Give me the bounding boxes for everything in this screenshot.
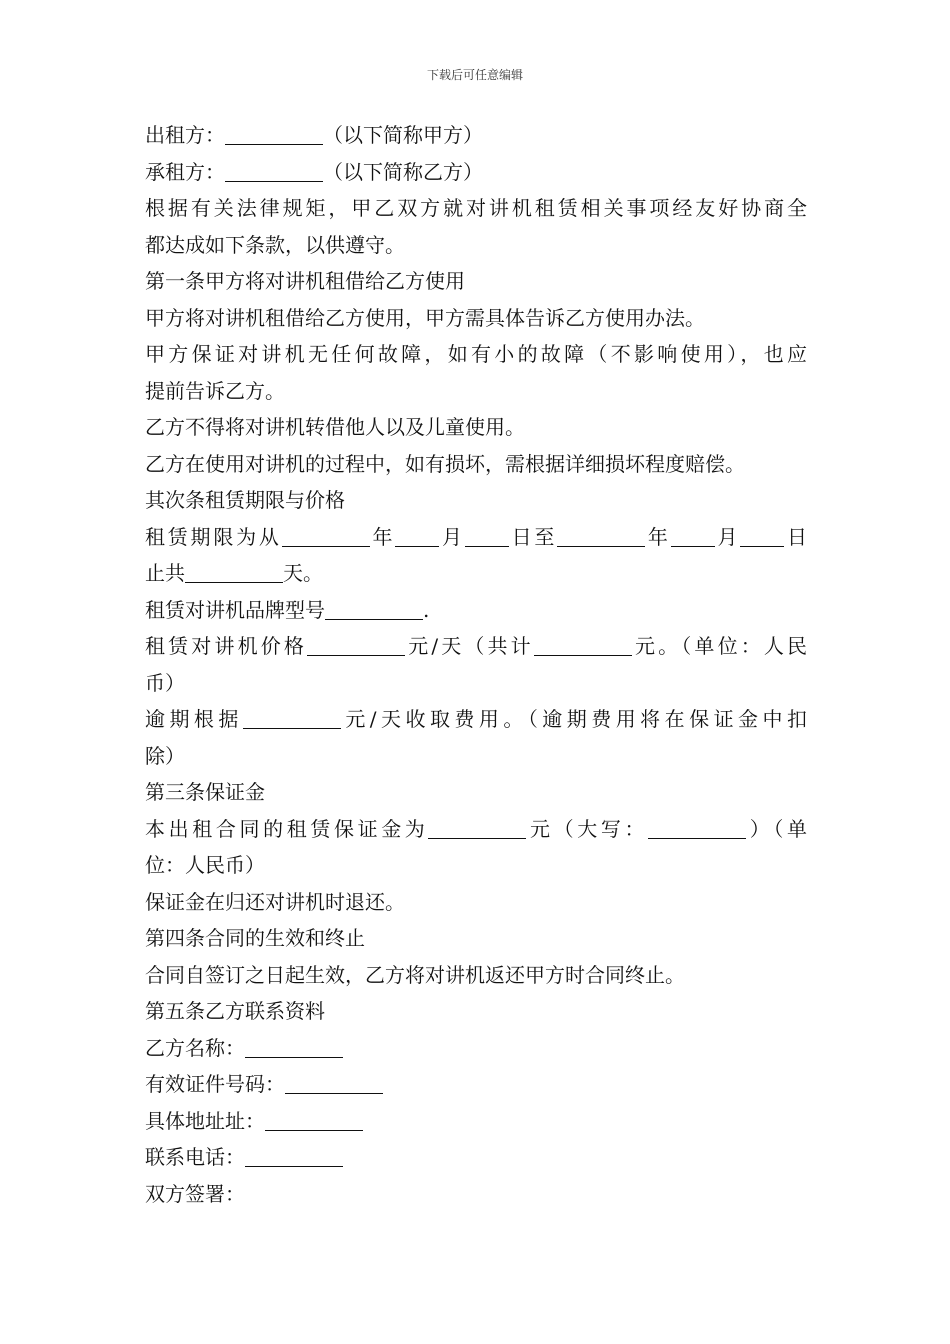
lessee-name-line bbox=[145, 1030, 807, 1067]
end-month-blank[interactable] bbox=[671, 522, 715, 547]
article-2-title: 其次条租赁期限与价格 bbox=[145, 488, 345, 512]
days-label: 天。 bbox=[283, 561, 323, 585]
model-line bbox=[145, 592, 807, 629]
overdue-line bbox=[145, 701, 807, 738]
lessee-line bbox=[145, 154, 807, 191]
article-1-para-2b: 提前告诉乙方。 bbox=[145, 378, 285, 403]
year-label: 年 bbox=[369, 524, 396, 549]
article-4-para-1: 合同自签订之日起生效，乙方将对讲机返还甲方时合同终止。 bbox=[145, 962, 685, 987]
lessee-label: 承租方： bbox=[145, 159, 225, 184]
price-line bbox=[145, 628, 807, 665]
start-month-blank[interactable] bbox=[395, 522, 439, 547]
overdue-label: 逾期根据 bbox=[145, 707, 243, 731]
address-line bbox=[145, 1103, 807, 1140]
article-3-title: 第三条保证金 bbox=[145, 780, 265, 804]
deposit-label: 本出租合同的租赁保证金为 bbox=[145, 816, 429, 841]
overdue-cont-line: 除） bbox=[145, 743, 185, 768]
start-year-blank[interactable] bbox=[282, 522, 370, 547]
deposit-mid: 元（大写： bbox=[526, 816, 649, 841]
month-label: 月 bbox=[714, 524, 741, 549]
article-1-title: 第一条甲方将对讲机租借给乙方使用 bbox=[145, 269, 465, 293]
article-1-para-4: 乙方在使用对讲机的过程中，如有损坏，需根据详细损坏程度赔偿。 bbox=[145, 451, 745, 476]
price-mid: 元/天（共计 bbox=[405, 634, 534, 658]
month-label: 月 bbox=[439, 524, 465, 549]
period-from-label: 租赁期限为从 bbox=[145, 524, 282, 549]
total-price-blank[interactable] bbox=[534, 631, 632, 656]
lease-total-line bbox=[145, 555, 807, 592]
lease-period-line bbox=[145, 519, 807, 556]
contract-body bbox=[145, 117, 807, 1212]
article-4-title: 第四条合同的生效和终止 bbox=[145, 926, 365, 950]
id-number-blank[interactable] bbox=[285, 1069, 383, 1094]
daily-price-blank[interactable] bbox=[307, 631, 405, 656]
price-cont-line: 币） bbox=[145, 670, 185, 695]
phone-blank[interactable] bbox=[245, 1142, 343, 1167]
phone-label: 联系电话： bbox=[145, 1145, 245, 1169]
end-year-blank[interactable] bbox=[557, 522, 645, 547]
article-1-para-1: 甲方将对讲机租借给乙方使用，甲方需具体告诉乙方使用办法。 bbox=[145, 305, 705, 330]
lessor-blank[interactable] bbox=[225, 120, 323, 145]
lessee-blank[interactable] bbox=[225, 157, 323, 182]
total-days-blank[interactable] bbox=[185, 558, 283, 583]
id-number-line bbox=[145, 1066, 807, 1103]
address-blank[interactable] bbox=[265, 1106, 363, 1131]
deposit-return-line: 保证金在归还对讲机时退还。 bbox=[145, 889, 405, 914]
total-label: 止共 bbox=[145, 561, 185, 585]
lessee-name-label: 乙方名称： bbox=[145, 1035, 245, 1060]
overdue-fee-blank[interactable] bbox=[243, 704, 341, 729]
deposit-end: ）（单 bbox=[746, 816, 807, 841]
overdue-mid: 元/天收取费用。（逾期费用将在保证金中扣 bbox=[340, 707, 807, 731]
start-day-blank[interactable] bbox=[465, 522, 509, 547]
page-header-note: 下载后可任意编辑 bbox=[426, 68, 523, 82]
intro-line-2: 都达成如下条款，以供遵守。 bbox=[145, 232, 405, 257]
phone-line bbox=[145, 1139, 807, 1176]
address-label: 具体地址址： bbox=[145, 1108, 265, 1133]
intro-line-1: 根据有关法律规矩，甲乙双方就对讲机租赁相关事项经友好协商全 bbox=[145, 196, 807, 220]
price-end: 元。（单位：人民 bbox=[631, 634, 807, 658]
day-label: 日 bbox=[784, 524, 807, 549]
lessor-line bbox=[145, 117, 807, 154]
year-label: 年 bbox=[645, 524, 671, 549]
price-label: 租赁对讲机价格 bbox=[145, 634, 308, 658]
article-5-title: 第五条乙方联系资料 bbox=[145, 999, 325, 1023]
lessee-suffix: （以下简称乙方） bbox=[323, 159, 483, 184]
signature-line: 双方签署： bbox=[145, 1181, 245, 1206]
article-1-para-2a: 甲方保证对讲机无任何故障，如有小的故障（不影响使用），也应 bbox=[145, 342, 807, 366]
lessee-name-blank[interactable] bbox=[245, 1033, 343, 1058]
deposit-line bbox=[145, 811, 807, 848]
end-day-blank[interactable] bbox=[740, 522, 784, 547]
model-label: 租赁对讲机品牌型号 bbox=[145, 597, 325, 622]
deposit-cont-line: 位：人民币） bbox=[145, 853, 265, 877]
deposit-amount-blank[interactable] bbox=[428, 814, 526, 839]
article-1-para-3: 乙方不得将对讲机转借他人以及儿童使用。 bbox=[145, 415, 525, 439]
day-to-label: 日至 bbox=[508, 524, 558, 549]
lessor-label: 出租方： bbox=[145, 123, 225, 147]
id-number-label: 有效证件号码： bbox=[145, 1072, 285, 1096]
model-blank[interactable] bbox=[325, 595, 423, 620]
deposit-capital-blank[interactable] bbox=[648, 814, 746, 839]
model-end: . bbox=[423, 597, 430, 622]
lessor-suffix: （以下简称甲方） bbox=[323, 123, 483, 147]
